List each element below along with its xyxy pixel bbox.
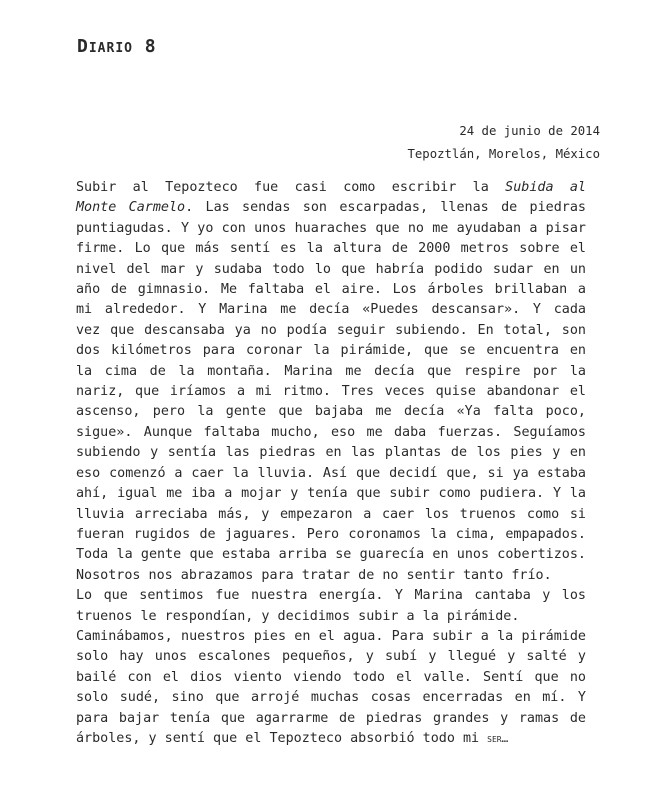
text-line: [76, 280, 586, 300]
entry-place: Tepoztlán, Morelos, México: [407, 147, 600, 161]
text-line: [76, 362, 586, 382]
text-segment: Lo que sentimos fue nuestra energía. Y Marina cantaba y los: [76, 588, 586, 604]
text-line: [76, 525, 586, 545]
text-line: [76, 341, 586, 361]
text-segment: vez que descansaba ya no podía seguir subiendo. En total, son: [76, 322, 586, 338]
text-line: [76, 484, 586, 504]
text-line: [76, 382, 586, 402]
text-line: [76, 545, 586, 565]
dateline: [408, 120, 601, 166]
text-line: [76, 219, 586, 239]
text-line: [76, 607, 586, 627]
small-caps-word: ser…: [487, 731, 509, 745]
text-line: [76, 321, 586, 341]
text-line: [76, 198, 586, 218]
text-line: [76, 688, 586, 708]
text-line: [76, 586, 586, 606]
text-line: [76, 627, 586, 647]
italic-title: Monte Carmelo: [76, 200, 186, 216]
text-segment: puntiagudas. Y yo con unos huaraches que no me ayudaban a pisar: [76, 220, 586, 236]
text-segment: solo hay unos escalones pequeños, y subí y llegué y salté y: [76, 649, 586, 665]
text-segment: subiendo y sentía las piedras en las plantas de los pies y en: [76, 445, 586, 461]
text-segment: bailé con el dios viento viendo todo el valle. Sentí que no: [76, 669, 586, 685]
text-segment: nivel del mar y sudaba todo lo que habría podido sudar en un: [76, 261, 586, 277]
text-line: [76, 239, 586, 259]
text-segment: Toda la gente que estaba arriba se guarecía en unos cobertizos.: [76, 547, 586, 563]
text-segment: nariz, que iríamos a mi ritmo. Tres veces quise abandonar el: [76, 384, 586, 400]
text-segment: dos kilómetros para coronar la pirámide, que se encuentra en: [76, 343, 586, 359]
text-segment: lluvia arreciaba más, y empezaron a caer los truenos como si: [76, 506, 586, 522]
page-title: Diario 8: [77, 36, 157, 57]
text-segment: ahí, igual me iba a mojar y tenía que subir como pudiera. Y la: [76, 486, 586, 502]
text-line: [76, 443, 586, 463]
text-line: [76, 423, 586, 443]
text-line: [76, 709, 586, 729]
text-segment: ascenso, pero la gente que bajaba me decía «Ya falta poco,: [76, 404, 586, 420]
text-segment: solo sudé, sino que arrojé muchas cosas encerradas en mí. Y: [76, 690, 586, 706]
text-segment: sigue». Aunque faltaba mucho, eso me daba fuerzas. Seguíamos: [76, 424, 586, 440]
text-line: [76, 178, 586, 198]
text-line: [76, 647, 586, 667]
text-line: [76, 402, 586, 422]
diary-entry-text: [76, 178, 586, 749]
text-line: [76, 300, 586, 320]
text-line: [76, 260, 586, 280]
text-segment: eso comenzó a caer la lluvia. Así que decidí que, si ya estaba: [76, 465, 586, 481]
text-segment: Subir al Tepozteco fue casi como escribir la: [76, 180, 506, 195]
text-segment: mi alrededor. Y Marina me decía «Puedes descansar». Y cada: [76, 302, 586, 318]
text-segment: año de gimnasio. Me faltaba el aire. Los árboles brillaban a: [76, 282, 586, 298]
text-segment: árboles, y sentí que el Tepozteco absorbió todo mi: [76, 730, 488, 746]
entry-date: 24 de junio de 2014: [459, 124, 600, 138]
text-segment: Caminábamos, nuestros pies en el agua. Para subir a la pirámide: [76, 628, 586, 644]
italic-title: Subida al: [505, 180, 586, 195]
text-line: [76, 464, 586, 484]
text-segment: . Las sendas son escarpadas, llenas de piedras: [185, 200, 586, 216]
text-line: [76, 729, 586, 749]
text-segment: la cima de la montaña. Marina me decía que respire por la: [76, 363, 586, 379]
text-segment: fueran rugidos de jaguares. Pero coronamos la cima, empapados.: [76, 526, 586, 542]
text-line: [76, 566, 586, 586]
text-segment: truenos le respondían, y decidimos subir a la pirámide.: [76, 608, 520, 624]
text-segment: Nosotros nos abrazamos para tratar de no sentir tanto frío.: [76, 567, 552, 583]
text-segment: firme. Lo que más sentí es la altura de 2000 metros sobre el: [76, 241, 586, 257]
text-line: [76, 505, 586, 525]
text-segment: para bajar tenía que agarrarme de piedras grandes y ramas de: [76, 710, 586, 726]
text-line: [76, 668, 586, 688]
